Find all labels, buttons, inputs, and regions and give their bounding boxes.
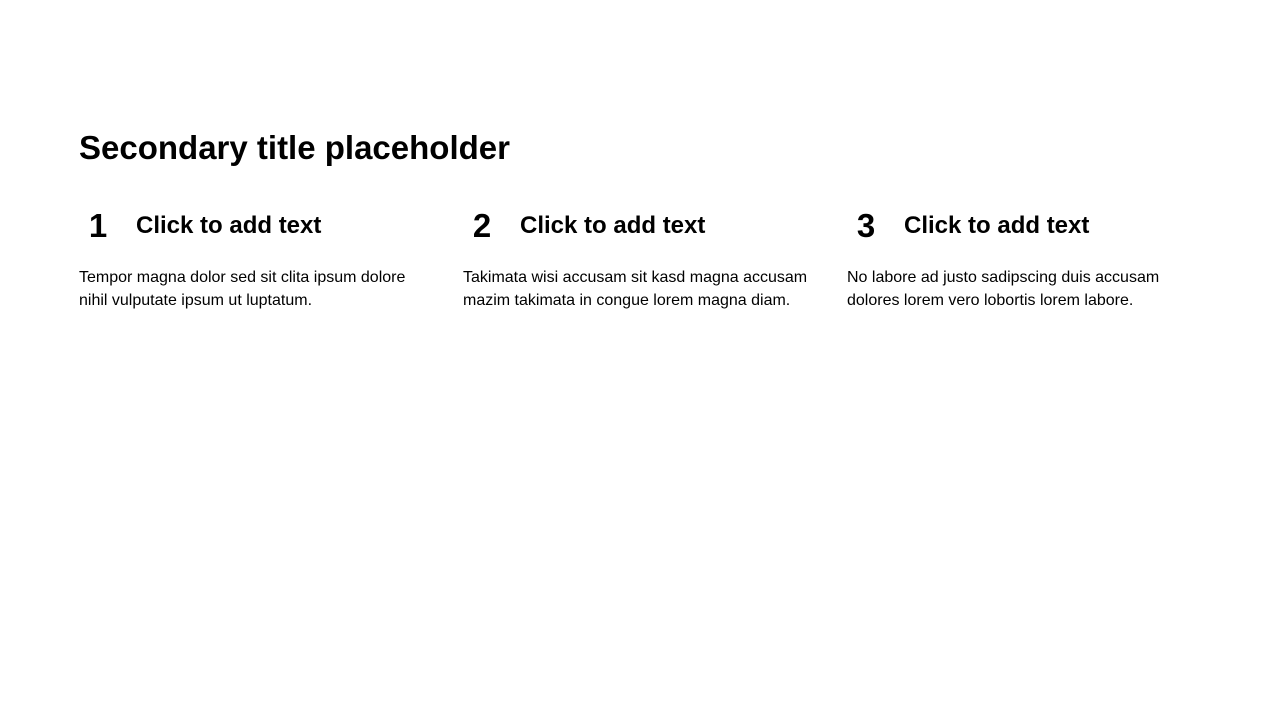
content-column-2 — [463, 205, 823, 309]
column-heading[interactable]: Click to add text — [904, 212, 1090, 239]
slide-title[interactable]: Secondary title placeholder — [79, 129, 510, 166]
column-number: 1 — [88, 207, 108, 244]
column-number: 2 — [472, 207, 492, 244]
column-header — [463, 205, 823, 247]
column-heading[interactable]: Click to add text — [136, 212, 322, 239]
column-number: 3 — [856, 207, 876, 244]
column-body-text[interactable]: Tempor magna dolor sed sit clita ipsum dolore nihil vulputate ipsum ut luptatum. — [79, 269, 406, 309]
column-body-text[interactable]: No labore ad justo sadipscing duis accusam dolores lorem vero lobortis lorem labore. — [847, 269, 1160, 309]
column-header — [79, 205, 439, 247]
content-column-1 — [79, 205, 439, 309]
column-body-text[interactable]: Takimata wisi accusam sit kasd magna accusam mazim takimata in congue lorem magna diam. — [463, 269, 808, 309]
column-header — [847, 205, 1207, 247]
column-heading[interactable]: Click to add text — [520, 212, 706, 239]
content-column-3 — [847, 205, 1207, 309]
